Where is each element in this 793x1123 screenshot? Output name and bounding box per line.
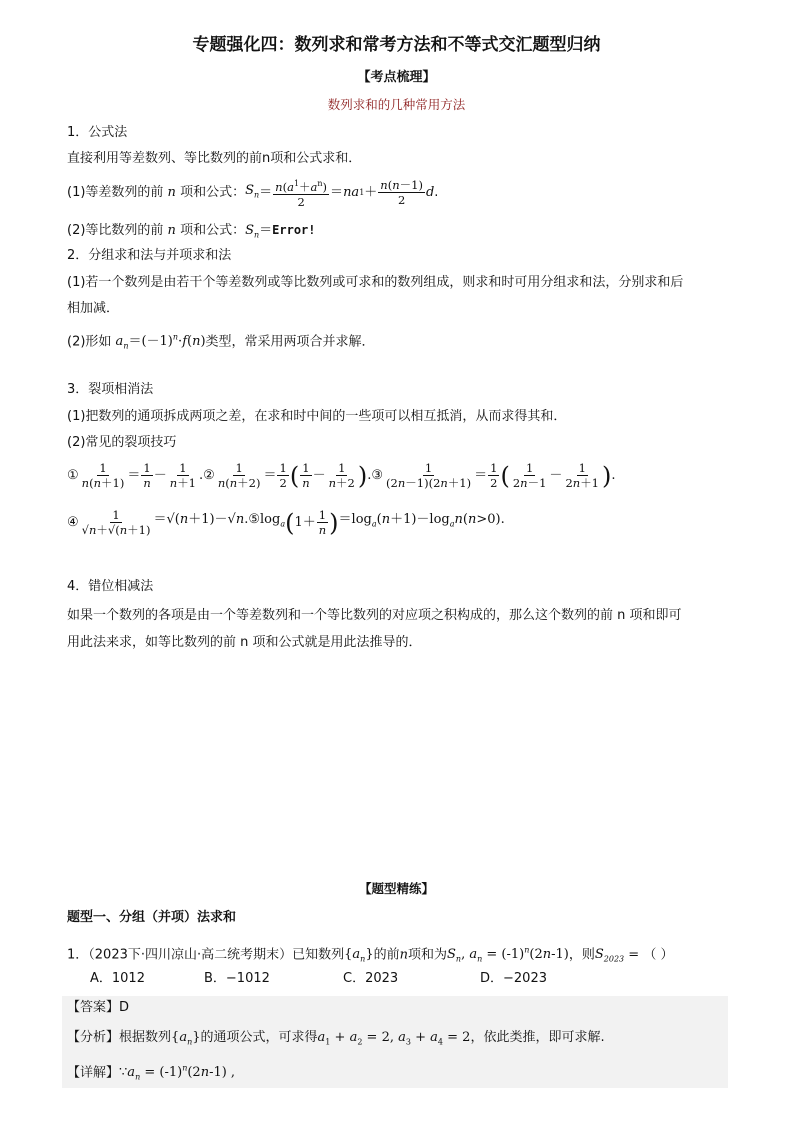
answer-line	[67, 999, 129, 1017]
item2-prefix: (2)等比数列的前	[67, 223, 164, 238]
sec1-item2: (2)等比数列的前 n 项和公式：$S_n=Error$!	[67, 223, 316, 240]
type1-heading: 题型一、分组（并项）法求和	[67, 910, 237, 925]
line3-prefix: (2)形如	[67, 334, 112, 350]
detail-line: 【详解】$\because a_n = (-1)^n(2n-1)$ ,	[67, 1064, 236, 1082]
formula-row-1: ① $\frac{1}{n(n+1)}$ ＝ $\frac{1}{n}$ － $\frac{1}{n+1}$ .② $\frac{1}{n(n+2)}$ ＝ $\frac{1}{2}$ ( $\frac{1}{n}$ － $\frac{1}{n+2}$ ) .③ $\frac{1}{(2n-1)(2n+1)}$ ＝ $\frac{1}{2}$ ( $\frac{1}{2n-1}$ － $\frac{1}{2n+1}$ ) .	[67, 461, 616, 490]
sec1-intro: 直接利用等差数列、等比数列的前n项和公式求和．	[67, 151, 362, 166]
sec2-heading: 2．分组求和法与并项求和法	[67, 248, 232, 263]
item1-prefix: (1)等差数列的前	[67, 184, 164, 200]
sec4-line2: 用此法来求，如等比数列的前 n 项和公式就是用此法推导的．	[67, 635, 422, 650]
analysis-label: 【分析】	[67, 1030, 120, 1045]
q1-option-d[interactable]: D．−2023	[480, 971, 547, 986]
answer-value: D	[119, 1000, 130, 1015]
practice-heading: 【题型精练】	[358, 881, 434, 896]
sec3-line2: (2)常见的裂项技巧	[67, 435, 177, 450]
item1-mid: 项和公式：	[180, 184, 246, 200]
q1-prefix: 1．（2023下·四川凉山·高二统考期末）已知数列	[67, 947, 345, 963]
analysis-line: 【分析】根据数列$\{a_n\}$的通项公式，可求得$a_1 + a_2 = 2$, $a_3 + a_4 = 2$，依此类推，即可求解.	[67, 1030, 605, 1047]
sec4-line1: 如果一个数列的各项是由一个等差数列和一个等比数列的对应项之积构成的，那么这个数列的前 n 项和即可	[67, 608, 682, 623]
q1-mid: 的前	[373, 947, 400, 963]
q1-end: ，则	[568, 947, 595, 963]
item2-mid: 项和公式：	[180, 223, 246, 238]
sec1-heading: 1．公式法	[67, 125, 128, 140]
section-heading: 【考点梳理】	[357, 70, 436, 85]
q1-option-c[interactable]: C．2023	[343, 971, 399, 986]
q1-mid2: 项和为	[408, 947, 448, 963]
detail-label: 【详解】	[67, 1065, 120, 1081]
question-1: 1．（2023下·四川凉山·高二统考期末）已知数列$\{a_n\}$的前n项和为$S_n$, $a_n = (-1)^n(2n-1)$，则$S_{2023}$ = （ ）	[67, 946, 674, 964]
answer-label: 【答案】	[67, 1000, 120, 1015]
analysis-text3: ，依此类推，即可求解.	[470, 1030, 605, 1045]
line3-suffix: 类型，常采用两项合并求解．	[205, 334, 375, 350]
sec1-item1: (1)等差数列的前 n 项和公式： $S_n$ ＝ $\frac{n(a^1+a^n)}{2}$ ＝ na 1 ＋ $\frac{n(n-1)}{2}$ d .	[67, 178, 439, 209]
error-text: Error!	[272, 223, 316, 237]
q1-option-a[interactable]: A．1012	[90, 971, 145, 986]
sec3-line1: (1)把数列的通项拆成两项之差，在求和时中间的一些项可以相互抵消，从而求得其和．	[67, 409, 567, 424]
analysis-text1: 根据数列	[119, 1030, 172, 1045]
sec2-line1: (1)若一个数列是由若干个等差数列或等比数列或可求和的数列组成，则求和时可用分组求和法，分别求和后	[67, 275, 684, 290]
sec4-heading: 4．错位相减法	[67, 579, 154, 594]
sec2-line3: (2)形如 $a_n=(-1)^n\cdot f(n)$类型，常采用两项合并求解．	[67, 333, 375, 351]
subheading: 数列求和的几种常用方法	[327, 97, 466, 112]
formula-row-2: ④ $\frac{1}{√n+√(n+1)}$ $=√(n+1)-√n.⑤\log_a$ ( 1＋ $\frac{1}{n}$ ) $=\log_a(n+1)-\log_an(n>0)$.	[67, 508, 505, 537]
page-title: 专题强化四：数列求和常考方法和不等式交汇题型归纳	[192, 35, 601, 55]
analysis-text2: 的通项公式，可求得	[200, 1030, 318, 1045]
sec2-line2: 相加减．	[67, 301, 120, 316]
q1-option-b[interactable]: B．−1012	[204, 971, 270, 986]
sec3-heading: 3．裂项相消法	[67, 382, 154, 397]
q1-blank: （ ）	[643, 947, 674, 963]
